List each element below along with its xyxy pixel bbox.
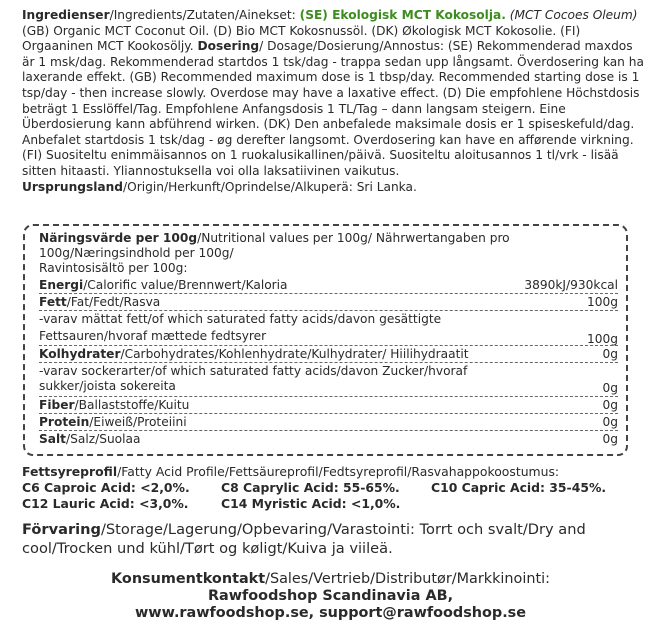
fatty-acid-profile — [22, 464, 642, 480]
energy-label-rest: /Calorific value/Brennwert/Kaloria — [83, 278, 288, 292]
sugars-value: 0g — [602, 381, 618, 395]
ingredients-label-rest: /Ingredients/Zutaten/Ainekset: — [109, 8, 300, 22]
divider — [39, 396, 618, 397]
saturated-fat-row — [39, 312, 618, 344]
acid-c8: C8 Caprylic Acid: 55-65%. — [221, 480, 400, 495]
ingredients-paragraph — [22, 8, 644, 195]
divider — [39, 293, 618, 294]
carbohydrates-row — [39, 347, 618, 362]
protein-label-rest: /Eiweiß/Proteiini — [89, 415, 187, 429]
protein-row — [39, 415, 618, 430]
acid-c10: C10 Capric Acid: 35-45%. — [431, 480, 607, 495]
fiber-value: 0g — [602, 398, 618, 412]
nutrition-table — [23, 224, 628, 456]
ingredients-highlight: (SE) Ekologisk MCT Kokosolja. — [299, 8, 506, 22]
divider — [39, 362, 618, 363]
fat-value: 100g — [587, 295, 618, 309]
divider — [39, 413, 618, 414]
fat-label-rest: /Fat/Fedt/Rasva — [66, 295, 161, 309]
company-name: Rawfoodshop Scandinavia AB, — [207, 588, 454, 604]
protein-value: 0g — [602, 415, 618, 429]
contact-text: /Sales/Vertrieb/Distributør/Markkinointi: — [265, 571, 550, 587]
nutrition-header — [39, 231, 618, 276]
acid-c6: C6 Caproic Acid: <2,0%. — [22, 480, 190, 495]
sugars-row — [39, 364, 499, 394]
sugars-label: -varav sockerarter/of which saturated fatty acids/davon Zucker/hvoraf sukker/joista sokereita — [39, 364, 468, 393]
salt-value: 0g — [602, 432, 618, 446]
carbohydrates-label: Kolhydrater — [39, 347, 121, 361]
storage-text: /Storage/Lagerung/Opbevaring/Varastointi: Torrt och svalt/Dry and cool/Trocken und kühl/Tørt og køligt/Kuiva ja viileä. — [22, 521, 586, 557]
carbohydrates-value: 0g — [602, 347, 618, 361]
divider — [39, 430, 618, 431]
nutrition-header-line3: Ravintosisältö per 100g: — [39, 261, 188, 275]
energy-row — [39, 278, 618, 293]
ingredients-latin: (MCT Cocoes Oleum) — [509, 8, 638, 22]
nutrition-header-bold: Näringsvärde per 100g — [39, 231, 198, 245]
saturated-fat-line2: Fettsauren/hvoraf mættede fedtsyrer — [39, 329, 267, 343]
dosage-text: / Dosage/Dosierung/Annostus: (SE) Rekommenderad maxdos är 1 msk/dag. Rekommenderad startdos 1 tsk/dag - trappa sedan upp långsamt. Överdosering kan ha laxerande effekt. (GB) Recommended maximum dose is 1 tbsp/day. Recommended starting dose is 1 tsp/day - then increase slowly. Overdose may have a laxative effect. (D) Die empfohlene Höchstdosis beträgt 1 Esslöffel/Tag. Empfohlene Anfangsdosis 1 TL/Tag – dann langsam steigern. Eine Überdosierung kann abführend wirken. (DK) Den anbefalede maksimale dosis er 1 spiseskefuld/dag. Anbefalet startdosis 1 tsk/dag - øg derefter langsomt. Overdosering kan have en afførende virkning. (FI) Suositeltu enimmäisannos on 1 ruokalusikallinen/päivä. Suositeltu aloitusannos 1 tl/vrk - lisää sitten hitaasti. Yliannostuksella voi olla laksatiivinen vaikutus. — [22, 39, 644, 178]
energy-label: Energi — [39, 278, 84, 292]
origin-label: Ursprungsland — [22, 179, 124, 194]
ingredients-text: (GB) Organic MCT Coconut Oil. (D) Bio MCT Kokosnussöl. (DK) Økologisk MCT Kokosolie. (FI) Orgaaninen MCT Kookosöljy. — [22, 23, 581, 54]
contact-web-email: www.rawfoodshop.se, support@rawfoodshop.se — [134, 605, 527, 621]
saturated-fat-line1: -varav mättat fett/of which saturated fatty acids/davon gesättigte — [39, 312, 442, 326]
fiber-row — [39, 398, 618, 413]
acid-c14: C14 Myristic Acid: <1,0%. — [221, 496, 401, 511]
storage-label: Förvaring — [22, 521, 101, 538]
energy-value: 3890kJ/930kcal — [524, 278, 618, 292]
contact-line — [0, 570, 661, 588]
fiber-label: Fiber — [39, 398, 75, 412]
divider — [39, 310, 618, 311]
nutrition-header-rest: /Nutritional values per 100g/ Nährwertangaben pro 100g/Næringsindhold per 100g/ — [39, 231, 510, 260]
fat-row — [39, 295, 618, 310]
fiber-label-rest: /Ballaststoffe/Kuitu — [74, 398, 190, 412]
ingredients-label: Ingredienser — [22, 8, 110, 22]
salt-label-rest: /Salz/Suolaa — [66, 432, 141, 446]
carbohydrates-label-rest: /Carbohydrates/Kohlenhydrate/Kulhydrater/ Hiilihydraatit — [120, 347, 469, 361]
dosage-label: Dosering — [197, 39, 260, 54]
divider — [39, 345, 618, 346]
salt-label: Salt — [39, 432, 67, 446]
fatty-acid-label: Fettsyreprofil — [22, 464, 118, 479]
fat-label: Fett — [39, 295, 67, 309]
origin-text: /Origin/Herkunft/Oprindelse/Alkuperä: Sri Lanka. — [123, 179, 417, 194]
fatty-acid-text: /Fatty Acid Profile/Fettsäureprofil/Fedtsyreprofil/Rasvahappokoostumus: — [117, 464, 560, 479]
acid-c12: C12 Lauric Acid: <3,0%. — [22, 496, 189, 511]
storage-paragraph — [22, 521, 642, 558]
protein-label: Protein — [39, 415, 90, 429]
salt-row — [39, 432, 618, 447]
contact-label: Konsumentkontakt — [111, 571, 266, 587]
saturated-fat-value: 100g — [587, 332, 618, 346]
